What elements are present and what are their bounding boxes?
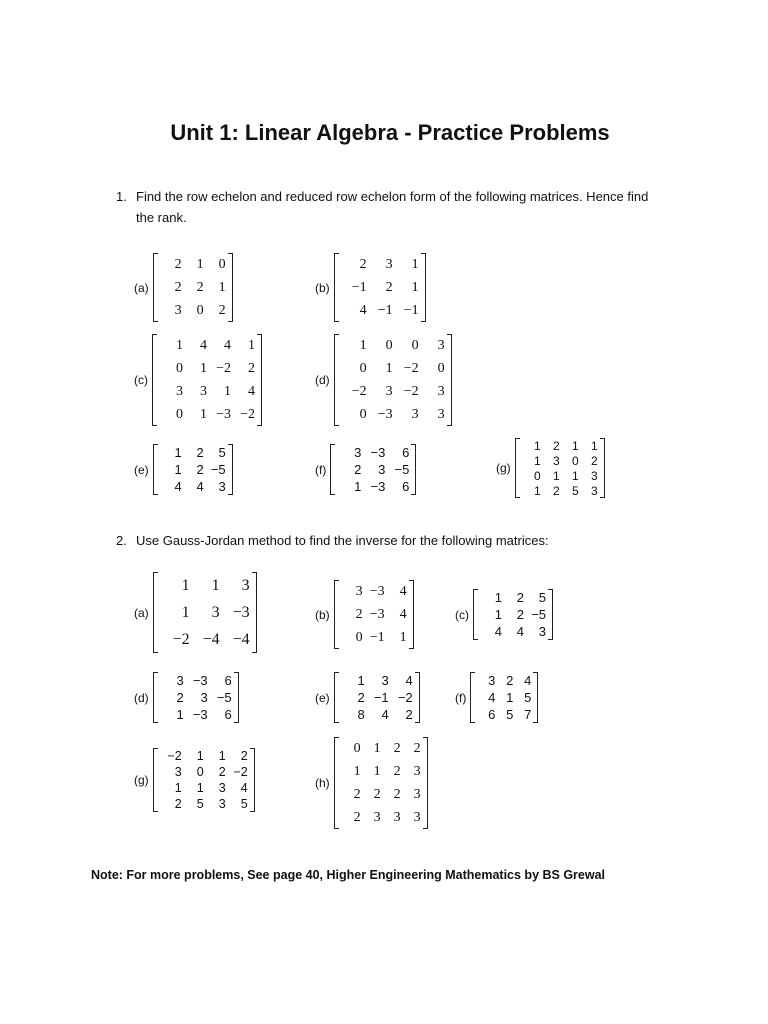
matrix-grid <box>522 438 598 498</box>
matrix-cell: 3 <box>437 406 445 422</box>
matrix-cell: 3 <box>437 337 445 353</box>
matrix-cell: 2 <box>385 279 393 295</box>
matrix-label: (a) <box>134 280 149 295</box>
matrix-cell: 2 <box>359 256 367 272</box>
matrix-2d <box>134 672 239 723</box>
matrix-cell: 1 <box>248 337 255 353</box>
matrix-cell: 1 <box>174 445 182 460</box>
matrix-label: (b) <box>315 607 330 622</box>
matrix-1a <box>134 253 233 322</box>
matrix-cell: 3 <box>411 406 419 422</box>
matrix-cell: −2 <box>216 360 231 376</box>
question-2-text: Use Gauss-Jordan method to find the inverse for the following matrices: <box>136 533 549 548</box>
matrix-1b <box>315 253 426 322</box>
matrix-cell: −1 <box>377 302 393 318</box>
matrix-cell: 5 <box>524 690 532 705</box>
matrix-label: (e) <box>315 690 330 705</box>
matrix-cell: 2 <box>393 740 401 756</box>
matrix-label: (g) <box>134 773 149 787</box>
matrix-cell: 1 <box>181 576 190 594</box>
matrix-cell: 5 <box>538 590 546 605</box>
matrix-grid <box>341 580 407 649</box>
matrix-cell: 4 <box>248 383 255 399</box>
matrix-cell: 1 <box>373 740 381 756</box>
matrix-cell: −5 <box>216 690 232 705</box>
matrix-cell: 1 <box>571 438 579 453</box>
matrix-cell: −1 <box>351 279 367 295</box>
matrix-cell: 1 <box>506 690 514 705</box>
matrix-cell: 1 <box>590 438 598 453</box>
matrix-cell: 0 <box>437 360 445 376</box>
question-1-text-line-1: Find the row echelon and reduced row echelon form of the following matrices. Hence find <box>136 189 649 204</box>
matrix-grid <box>159 334 255 426</box>
matrix-cell: 3 <box>218 781 226 795</box>
matrix-cell: 5 <box>218 445 226 460</box>
matrix-brackets <box>515 438 605 498</box>
matrix-1d <box>315 334 452 426</box>
matrix-cell: 1 <box>494 607 502 622</box>
matrix-cell: 3 <box>241 576 250 594</box>
matrix-cell: 1 <box>224 383 231 399</box>
matrix-cell: 4 <box>359 302 367 318</box>
matrix-cell: 2 <box>354 462 362 477</box>
question-1-text-line-2: the rank. <box>136 210 187 225</box>
matrix-cell: 6 <box>224 707 232 722</box>
matrix-cell: 2 <box>373 786 381 802</box>
matrix-cell: 3 <box>200 690 208 705</box>
matrix-cell: 1 <box>385 360 393 376</box>
matrix-cell: 3 <box>413 763 421 779</box>
matrix-cell: −2 <box>403 383 419 399</box>
matrix-grid <box>341 672 413 723</box>
matrix-cell: 2 <box>552 483 560 498</box>
matrix-cell: 3 <box>393 809 401 825</box>
question-1-number: 1. <box>116 189 127 204</box>
matrix-1g <box>496 438 605 498</box>
matrix-cell: 8 <box>357 707 365 722</box>
matrix-cell: 2 <box>174 256 182 272</box>
matrix-cell: 1 <box>196 256 204 272</box>
matrix-cell: 2 <box>174 279 182 295</box>
matrix-cell: 2 <box>393 763 401 779</box>
matrix-brackets <box>153 444 233 495</box>
matrix-brackets <box>153 672 239 723</box>
matrix-cell: 1 <box>359 337 367 353</box>
matrix-cell: 2 <box>552 438 560 453</box>
matrix-cell: 5 <box>196 797 204 811</box>
matrix-cell: 3 <box>174 765 182 779</box>
matrix-cell: 2 <box>196 279 204 295</box>
matrix-cell: 1 <box>411 279 419 295</box>
matrix-cell: −4 <box>202 630 220 648</box>
page-title: Unit 1: Linear Algebra - Practice Problems <box>170 120 610 145</box>
matrix-cell: 1 <box>552 468 560 483</box>
matrix-cell: 1 <box>196 749 204 763</box>
matrix-2e <box>315 672 420 723</box>
matrix-label: (b) <box>315 280 330 295</box>
matrix-cell: 2 <box>405 707 413 722</box>
matrix-cell: 1 <box>176 337 183 353</box>
matrix-cell: 0 <box>411 337 419 353</box>
matrix-cell: 1 <box>174 781 182 795</box>
matrix-brackets <box>334 253 426 322</box>
matrix-cell: 0 <box>355 629 363 645</box>
matrix-brackets <box>330 444 416 495</box>
matrix-cell: 0 <box>218 256 226 272</box>
matrix-cell: 3 <box>218 797 226 811</box>
matrix-cell: 3 <box>385 256 393 272</box>
matrix-2f <box>455 672 538 723</box>
matrix-cell: 0 <box>359 360 367 376</box>
matrix-grid <box>160 253 226 322</box>
matrix-cell: −3 <box>377 406 393 422</box>
matrix-2a <box>134 572 257 653</box>
matrix-cell: 1 <box>357 673 365 688</box>
matrix-cell: −5 <box>394 462 410 477</box>
matrix-cell: 0 <box>196 302 204 318</box>
matrix-cell: 4 <box>399 606 407 622</box>
matrix-cell: 0 <box>196 765 204 779</box>
matrix-cell: −3 <box>369 583 385 599</box>
matrix-cell: 0 <box>353 740 361 756</box>
matrix-cell: 4 <box>196 479 204 494</box>
matrix-cell: 1 <box>196 781 204 795</box>
matrix-cell: −3 <box>192 707 208 722</box>
matrix-cell: 1 <box>218 749 226 763</box>
matrix-cell: 2 <box>353 786 361 802</box>
matrix-cell: 3 <box>385 383 393 399</box>
matrix-cell: 3 <box>488 673 496 688</box>
matrix-cell: −2 <box>172 630 190 648</box>
matrix-cell: 4 <box>488 690 496 705</box>
matrix-cell: 1 <box>494 590 502 605</box>
matrix-cell: 2 <box>196 462 204 477</box>
matrix-cell: −2 <box>233 765 248 779</box>
matrix-cell: 4 <box>399 583 407 599</box>
matrix-cell: 0 <box>571 453 579 468</box>
matrix-cell: 3 <box>174 302 182 318</box>
matrix-label: (f) <box>315 462 327 477</box>
matrix-cell: 1 <box>571 468 579 483</box>
matrix-cell: 1 <box>533 438 541 453</box>
matrix-2h <box>315 737 428 829</box>
matrix-grid <box>480 589 546 640</box>
matrix-cell: −5 <box>531 607 546 622</box>
matrix-cell: 1 <box>200 406 207 422</box>
matrix-cell: 4 <box>200 337 207 353</box>
matrix-cell: 2 <box>516 607 524 622</box>
matrix-cell: 3 <box>381 673 389 688</box>
matrix-cell: 5 <box>571 483 579 498</box>
matrix-cell: 3 <box>218 479 226 494</box>
matrix-cell: 4 <box>381 707 389 722</box>
matrix-brackets <box>153 572 257 653</box>
matrix-label: (f) <box>455 690 467 705</box>
matrix-cell: 5 <box>506 707 514 722</box>
matrix-brackets <box>334 334 452 426</box>
matrix-cell: 3 <box>355 583 363 599</box>
matrix-grid <box>341 253 419 322</box>
matrix-cell: 4 <box>240 781 248 795</box>
matrix-brackets <box>470 672 538 723</box>
matrix-cell: 1 <box>200 360 207 376</box>
matrix-cell: 3 <box>538 624 546 639</box>
matrix-cell: 4 <box>524 673 532 688</box>
matrix-cell: 3 <box>437 383 445 399</box>
matrix-cell: 1 <box>218 279 226 295</box>
matrix-brackets <box>153 748 255 812</box>
matrix-cell: 3 <box>211 603 220 621</box>
matrix-cell: −3 <box>369 606 385 622</box>
matrix-cell: 5 <box>240 797 248 811</box>
matrix-cell: 2 <box>516 590 524 605</box>
matrix-label: (d) <box>315 373 330 387</box>
matrix-cell: 2 <box>393 786 401 802</box>
matrix-2c <box>455 589 553 640</box>
matrix-grid <box>160 672 232 723</box>
matrix-cell: −2 <box>167 749 182 763</box>
matrix-cell: −2 <box>240 406 255 422</box>
matrix-cell: 3 <box>413 809 421 825</box>
matrix-cell: 3 <box>590 468 598 483</box>
matrix-1c <box>134 334 262 426</box>
matrix-label: (c) <box>134 373 148 387</box>
matrix-cell: 3 <box>373 809 381 825</box>
matrix-label: (h) <box>315 776 330 790</box>
matrix-cell: 6 <box>488 707 496 722</box>
matrix-cell: −2 <box>351 383 367 399</box>
matrix-grid <box>341 334 445 426</box>
matrix-cell: −1 <box>373 690 389 705</box>
matrix-cell: 1 <box>353 763 361 779</box>
matrix-cell: 1 <box>533 483 541 498</box>
matrix-cell: 2 <box>174 797 182 811</box>
matrix-cell: 1 <box>533 453 541 468</box>
matrix-cell: 0 <box>359 406 367 422</box>
matrix-label: (g) <box>496 461 511 475</box>
matrix-cell: 6 <box>224 673 232 688</box>
matrix-cell: −3 <box>232 603 250 621</box>
matrix-cell: 3 <box>413 786 421 802</box>
matrix-cell: 0 <box>533 468 541 483</box>
matrix-cell: 2 <box>196 445 204 460</box>
matrix-cell: 4 <box>174 479 182 494</box>
matrix-grid <box>337 444 409 495</box>
matrix-2b <box>315 580 414 649</box>
matrix-brackets <box>473 589 553 640</box>
matrix-cell: 7 <box>524 707 532 722</box>
matrix-cell: 3 <box>200 383 207 399</box>
matrix-cell: 4 <box>494 624 502 639</box>
matrix-grid <box>160 748 248 812</box>
matrix-brackets <box>153 253 233 322</box>
matrix-cell: 2 <box>357 690 365 705</box>
matrix-cell: 6 <box>402 445 410 460</box>
matrix-brackets <box>334 672 420 723</box>
matrix-cell: 1 <box>373 763 381 779</box>
matrix-cell: 2 <box>413 740 421 756</box>
matrix-cell: 2 <box>353 809 361 825</box>
matrix-cell: 3 <box>590 483 598 498</box>
matrix-cell: 1 <box>176 707 184 722</box>
matrix-cell: 4 <box>224 337 231 353</box>
matrix-cell: 1 <box>181 603 190 621</box>
matrix-cell: 0 <box>176 406 183 422</box>
matrix-cell: −2 <box>403 360 419 376</box>
matrix-label: (d) <box>134 690 149 705</box>
matrix-cell: 1 <box>411 256 419 272</box>
matrix-cell: 4 <box>516 624 524 639</box>
matrix-cell: −3 <box>370 479 386 494</box>
matrix-2g <box>134 748 255 812</box>
matrix-cell: 3 <box>176 383 183 399</box>
matrix-cell: 3 <box>552 453 560 468</box>
matrix-brackets <box>334 737 428 829</box>
matrix-cell: −3 <box>192 673 208 688</box>
matrix-cell: 1 <box>174 462 182 477</box>
matrix-cell: 1 <box>399 629 407 645</box>
matrix-cell: 1 <box>354 479 362 494</box>
matrix-cell: 2 <box>506 673 514 688</box>
matrix-cell: 2 <box>590 453 598 468</box>
matrix-cell: 2 <box>218 302 226 318</box>
matrix-cell: 0 <box>176 360 183 376</box>
matrix-brackets <box>152 334 262 426</box>
matrix-cell: 1 <box>211 576 220 594</box>
matrix-cell: −1 <box>369 629 385 645</box>
matrix-grid <box>477 672 531 723</box>
matrix-cell: 0 <box>385 337 393 353</box>
matrix-cell: −3 <box>370 445 386 460</box>
question-2-number: 2. <box>116 533 127 548</box>
matrix-cell: 2 <box>240 749 248 763</box>
matrix-cell: 2 <box>248 360 255 376</box>
matrix-cell: 3 <box>354 445 362 460</box>
matrix-1f <box>315 444 416 495</box>
matrix-cell: 2 <box>176 690 184 705</box>
matrix-label: (e) <box>134 462 149 477</box>
matrix-cell: −4 <box>232 630 250 648</box>
matrix-brackets <box>334 580 414 649</box>
note-text: Note: For more problems, See page 40, Higher Engineering Mathematics by BS Grewal <box>91 868 606 882</box>
matrix-label: (a) <box>134 605 149 620</box>
matrix-cell: 3 <box>378 462 386 477</box>
matrix-cell: 6 <box>402 479 410 494</box>
matrix-cell: −3 <box>216 406 231 422</box>
matrix-cell: 3 <box>176 673 184 688</box>
matrix-1e <box>134 444 233 495</box>
matrix-cell: 4 <box>405 673 413 688</box>
matrix-grid <box>341 737 421 829</box>
matrix-cell: −1 <box>403 302 419 318</box>
matrix-cell: 2 <box>218 765 226 779</box>
matrix-grid <box>160 444 226 495</box>
matrix-grid <box>160 572 250 653</box>
matrix-cell: −5 <box>210 462 226 477</box>
matrix-label: (c) <box>455 607 469 622</box>
matrix-cell: 2 <box>355 606 363 622</box>
matrix-cell: −2 <box>397 690 413 705</box>
